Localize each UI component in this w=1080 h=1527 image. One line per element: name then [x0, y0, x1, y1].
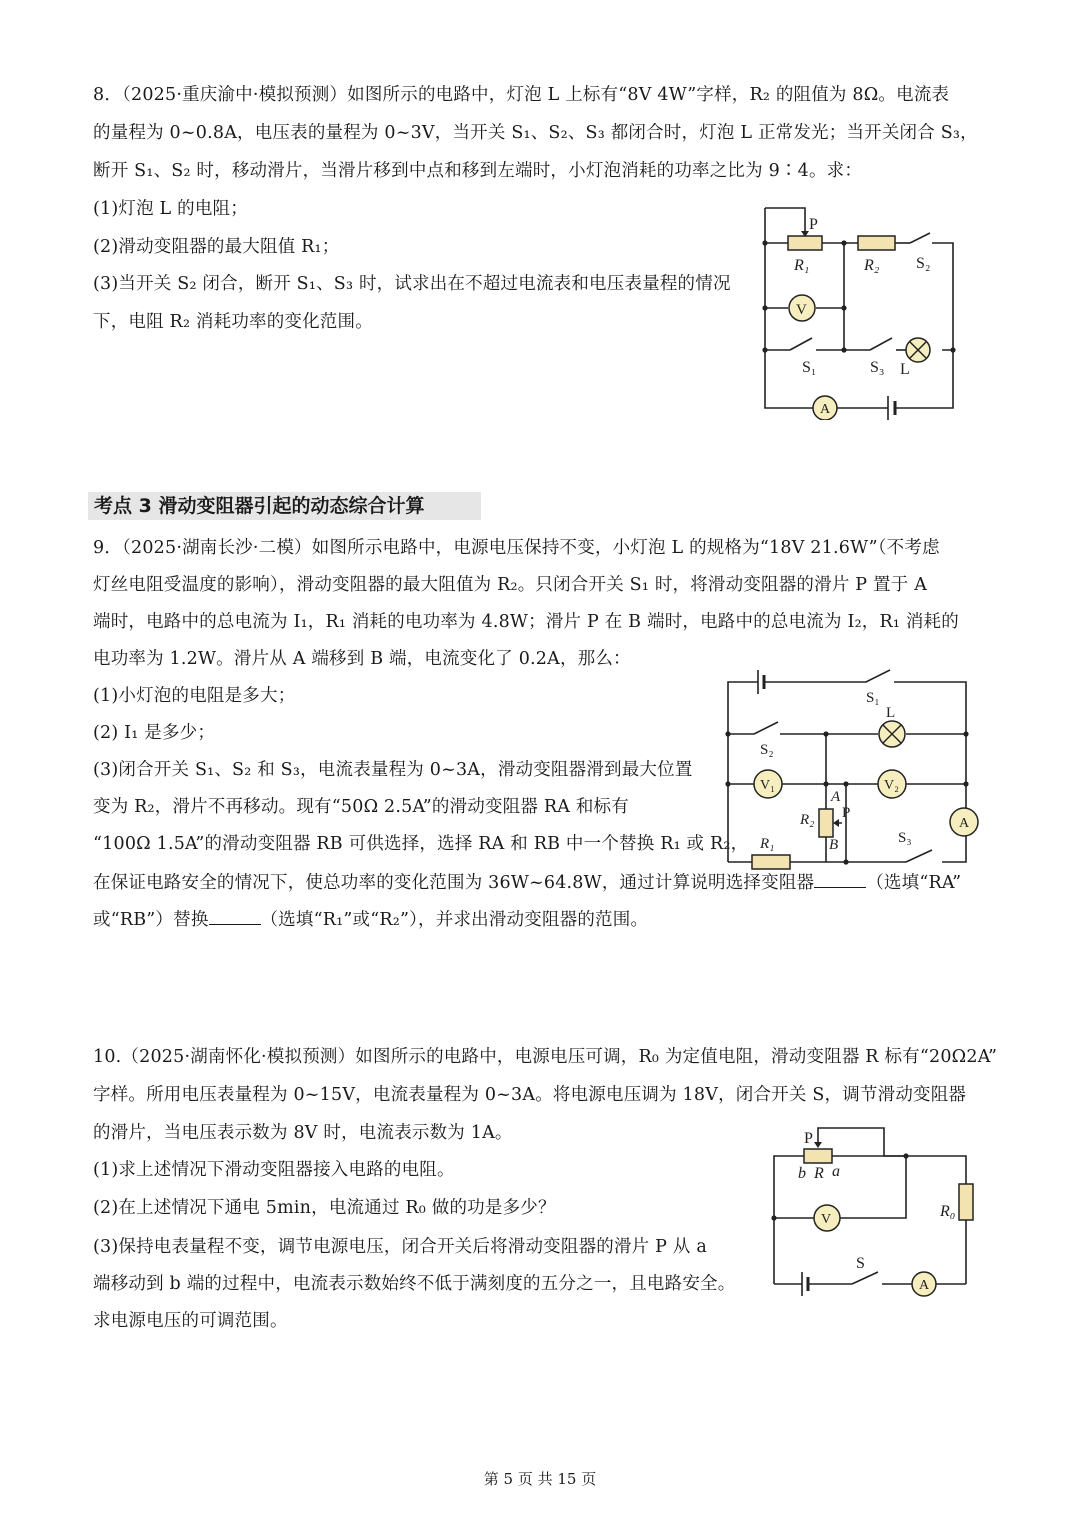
- q8-label-s3: S₃: [870, 359, 885, 376]
- q10-voltmeter-label: V: [821, 1212, 832, 1227]
- q10-line-3: 的滑片，当电压表示数为 8V 时，电流表示数为 1A。: [93, 1123, 513, 1143]
- q8-part-2: (2)滑动变阻器的最大阻值 R₁；: [93, 237, 340, 257]
- q9-label-point-b: B: [829, 837, 839, 853]
- q8-voltmeter-label: V: [796, 302, 807, 318]
- q8-label-r2: R₂: [864, 257, 880, 274]
- q9-line-4: 电功率为 1.2W。滑片从 A 端移到 B 端，电流变化了 0.2A，那么：: [93, 649, 631, 669]
- q9-voltmeter-2-label: V₂: [884, 778, 899, 793]
- q9-part-3-line-4: [93, 871, 961, 895]
- q9-label-p: P: [842, 805, 851, 821]
- q8-label-r1: R₁: [794, 257, 810, 274]
- q8-part-1: (1)灯泡 L 的电阻；: [93, 199, 248, 219]
- q9-part-3-line-5: [93, 908, 648, 932]
- q9-ammeter-label: A: [959, 816, 970, 831]
- q8-part-3: (3)当开关 S₂ 闭合，断开 S₁、S₃ 时，试求出在不超过电流表和电压表量程的情况: [93, 274, 731, 294]
- q8-label-p: P: [809, 216, 818, 233]
- q9-line-1: 9．（2025·湖南长沙·二模）如图所示电路中，电源电压保持不变，小灯泡 L 的规格为“18V 21.6W”（不考虑: [93, 538, 940, 558]
- q10-ammeter-label: A: [919, 1278, 930, 1293]
- q10-label-a: a: [832, 1163, 840, 1180]
- q9-line-4-hint: （选填“RA”: [866, 873, 962, 893]
- q10-part-3: (3)保持电表量程不变，调节电源电压，闭合开关后将滑动变阻器的滑片 P 从 a: [93, 1237, 707, 1257]
- page-footer: 第 5 页 共 15 页: [483, 1470, 597, 1488]
- q8-label-s1: S₁: [802, 359, 817, 376]
- q9-part-3: (3)闭合开关 S₁、S₂ 和 S₃，电流表量程为 0~3A，滑动变阻器滑到最大位置: [93, 760, 693, 780]
- q9-line-5-text: 或“RB”）替换: [93, 910, 209, 930]
- q9-line-5-hint: （选填“R₁”或“R₂”），并求出滑动变阻器的范围。: [260, 910, 649, 930]
- q10-line-2: 字样。所用电压表量程为 0~15V，电流表量程为 0~3A。将电源电压调为 18V，闭合开关 S，调节滑动变阻器: [93, 1085, 967, 1105]
- q8-line-1: 8．（2025·重庆渝中·模拟预测）如图所示的电路中，灯泡 L 上标有“8V 4W”字样，R₂ 的阻值为 8Ω。电流表: [93, 85, 950, 105]
- q9-line-4-text: 在保证电路安全的情况下，使总功率的变化范围为 36W~64.8W，通过计算说明选择变阻器: [93, 873, 815, 893]
- q9-label-s3: S₃: [898, 830, 912, 846]
- q10-label-r: R: [814, 1165, 824, 1182]
- q10-circuit-diagram: [766, 1122, 976, 1302]
- q10-label-p: P: [804, 1130, 813, 1147]
- q9-line-3: 端时，电路中的总电流为 I₁，R₁ 消耗的电功率为 4.8W；滑片 P 在 B 端时，电路中的总电流为 I₂，R₁ 消耗的: [93, 612, 959, 632]
- q9-part-3-line-3: “100Ω 1.5A”的滑动变阻器 RB 可供选择，选择 RA 和 RB 中一个替换 R₁ 或 R₂，: [93, 834, 749, 854]
- q9-label-point-a: A: [831, 789, 841, 805]
- section-header: 考点 3 滑动变阻器引起的动态综合计算: [88, 492, 481, 520]
- q10-label-s: S: [856, 1255, 865, 1272]
- q10-part-3-line-3: 求电源电压的可调范围。: [93, 1311, 288, 1331]
- q10-part-2: (2)在上述情况下通电 5min，电流通过 R₀ 做的功是多少？: [93, 1198, 556, 1218]
- q9-label-r2: R₂: [800, 812, 815, 828]
- q8-part-3-cont: 下，电阻 R₂ 消耗功率的变化范围。: [93, 312, 373, 332]
- q8-ammeter-label: A: [820, 402, 831, 417]
- answer-blank-1[interactable]: [814, 871, 866, 888]
- q9-label-l: L: [886, 705, 896, 721]
- q10-label-r0: R₀: [940, 1203, 956, 1220]
- q9-circuit-diagram: [718, 662, 990, 872]
- q8-circuit-diagram: [750, 198, 970, 420]
- q9-label-r1: R₁: [760, 836, 775, 852]
- q9-line-2: 灯丝电阻受温度的影响），滑动变阻器的最大阻值为 R₂。只闭合开关 S₁ 时，将滑动变阻器的滑片 P 置于 A: [93, 575, 928, 595]
- q9-part-1: (1)小灯泡的电阻是多大；: [93, 686, 296, 706]
- q10-part-1: (1)求上述情况下滑动变阻器接入电路的电阻。: [93, 1160, 455, 1180]
- q9-voltmeter-1-label: V₁: [760, 778, 775, 793]
- q9-part-2: (2) I₁ 是多少；: [93, 723, 216, 743]
- q8-label-s2: S₂: [916, 255, 931, 272]
- q10-part-3-line-2: 端移动到 b 端的过程中，电流表示数始终不低于满刻度的五分之一，且电路安全。: [93, 1274, 736, 1294]
- q8-label-l: L: [900, 361, 910, 378]
- q9-part-3-line-2: 变为 R₂，滑片不再移动。现有“50Ω 2.5A”的滑动变阻器 RA 和标有: [93, 797, 629, 817]
- q9-label-s2: S₂: [760, 742, 774, 758]
- q9-label-s1: S₁: [866, 690, 880, 706]
- q10-line-1: 10.（2025·湖南怀化·模拟预测）如图所示的电路中，电源电压可调，R₀ 为定值电阻，滑动变阻器 R 标有“20Ω2A”: [93, 1047, 998, 1067]
- q8-line-2: 的量程为 0~0.8A，电压表的量程为 0~3V，当开关 S₁、S₂、S₃ 都闭合时，灯泡 L 正常发光；当开关闭合 S₃，: [93, 123, 978, 143]
- q8-line-3: 断开 S₁、S₂ 时，移动滑片，当滑片移到中点和移到左端时，小灯泡消耗的功率之比为 9∶4。求：: [93, 161, 863, 181]
- answer-blank-2[interactable]: [209, 908, 261, 925]
- q10-label-b: b: [798, 1165, 806, 1182]
